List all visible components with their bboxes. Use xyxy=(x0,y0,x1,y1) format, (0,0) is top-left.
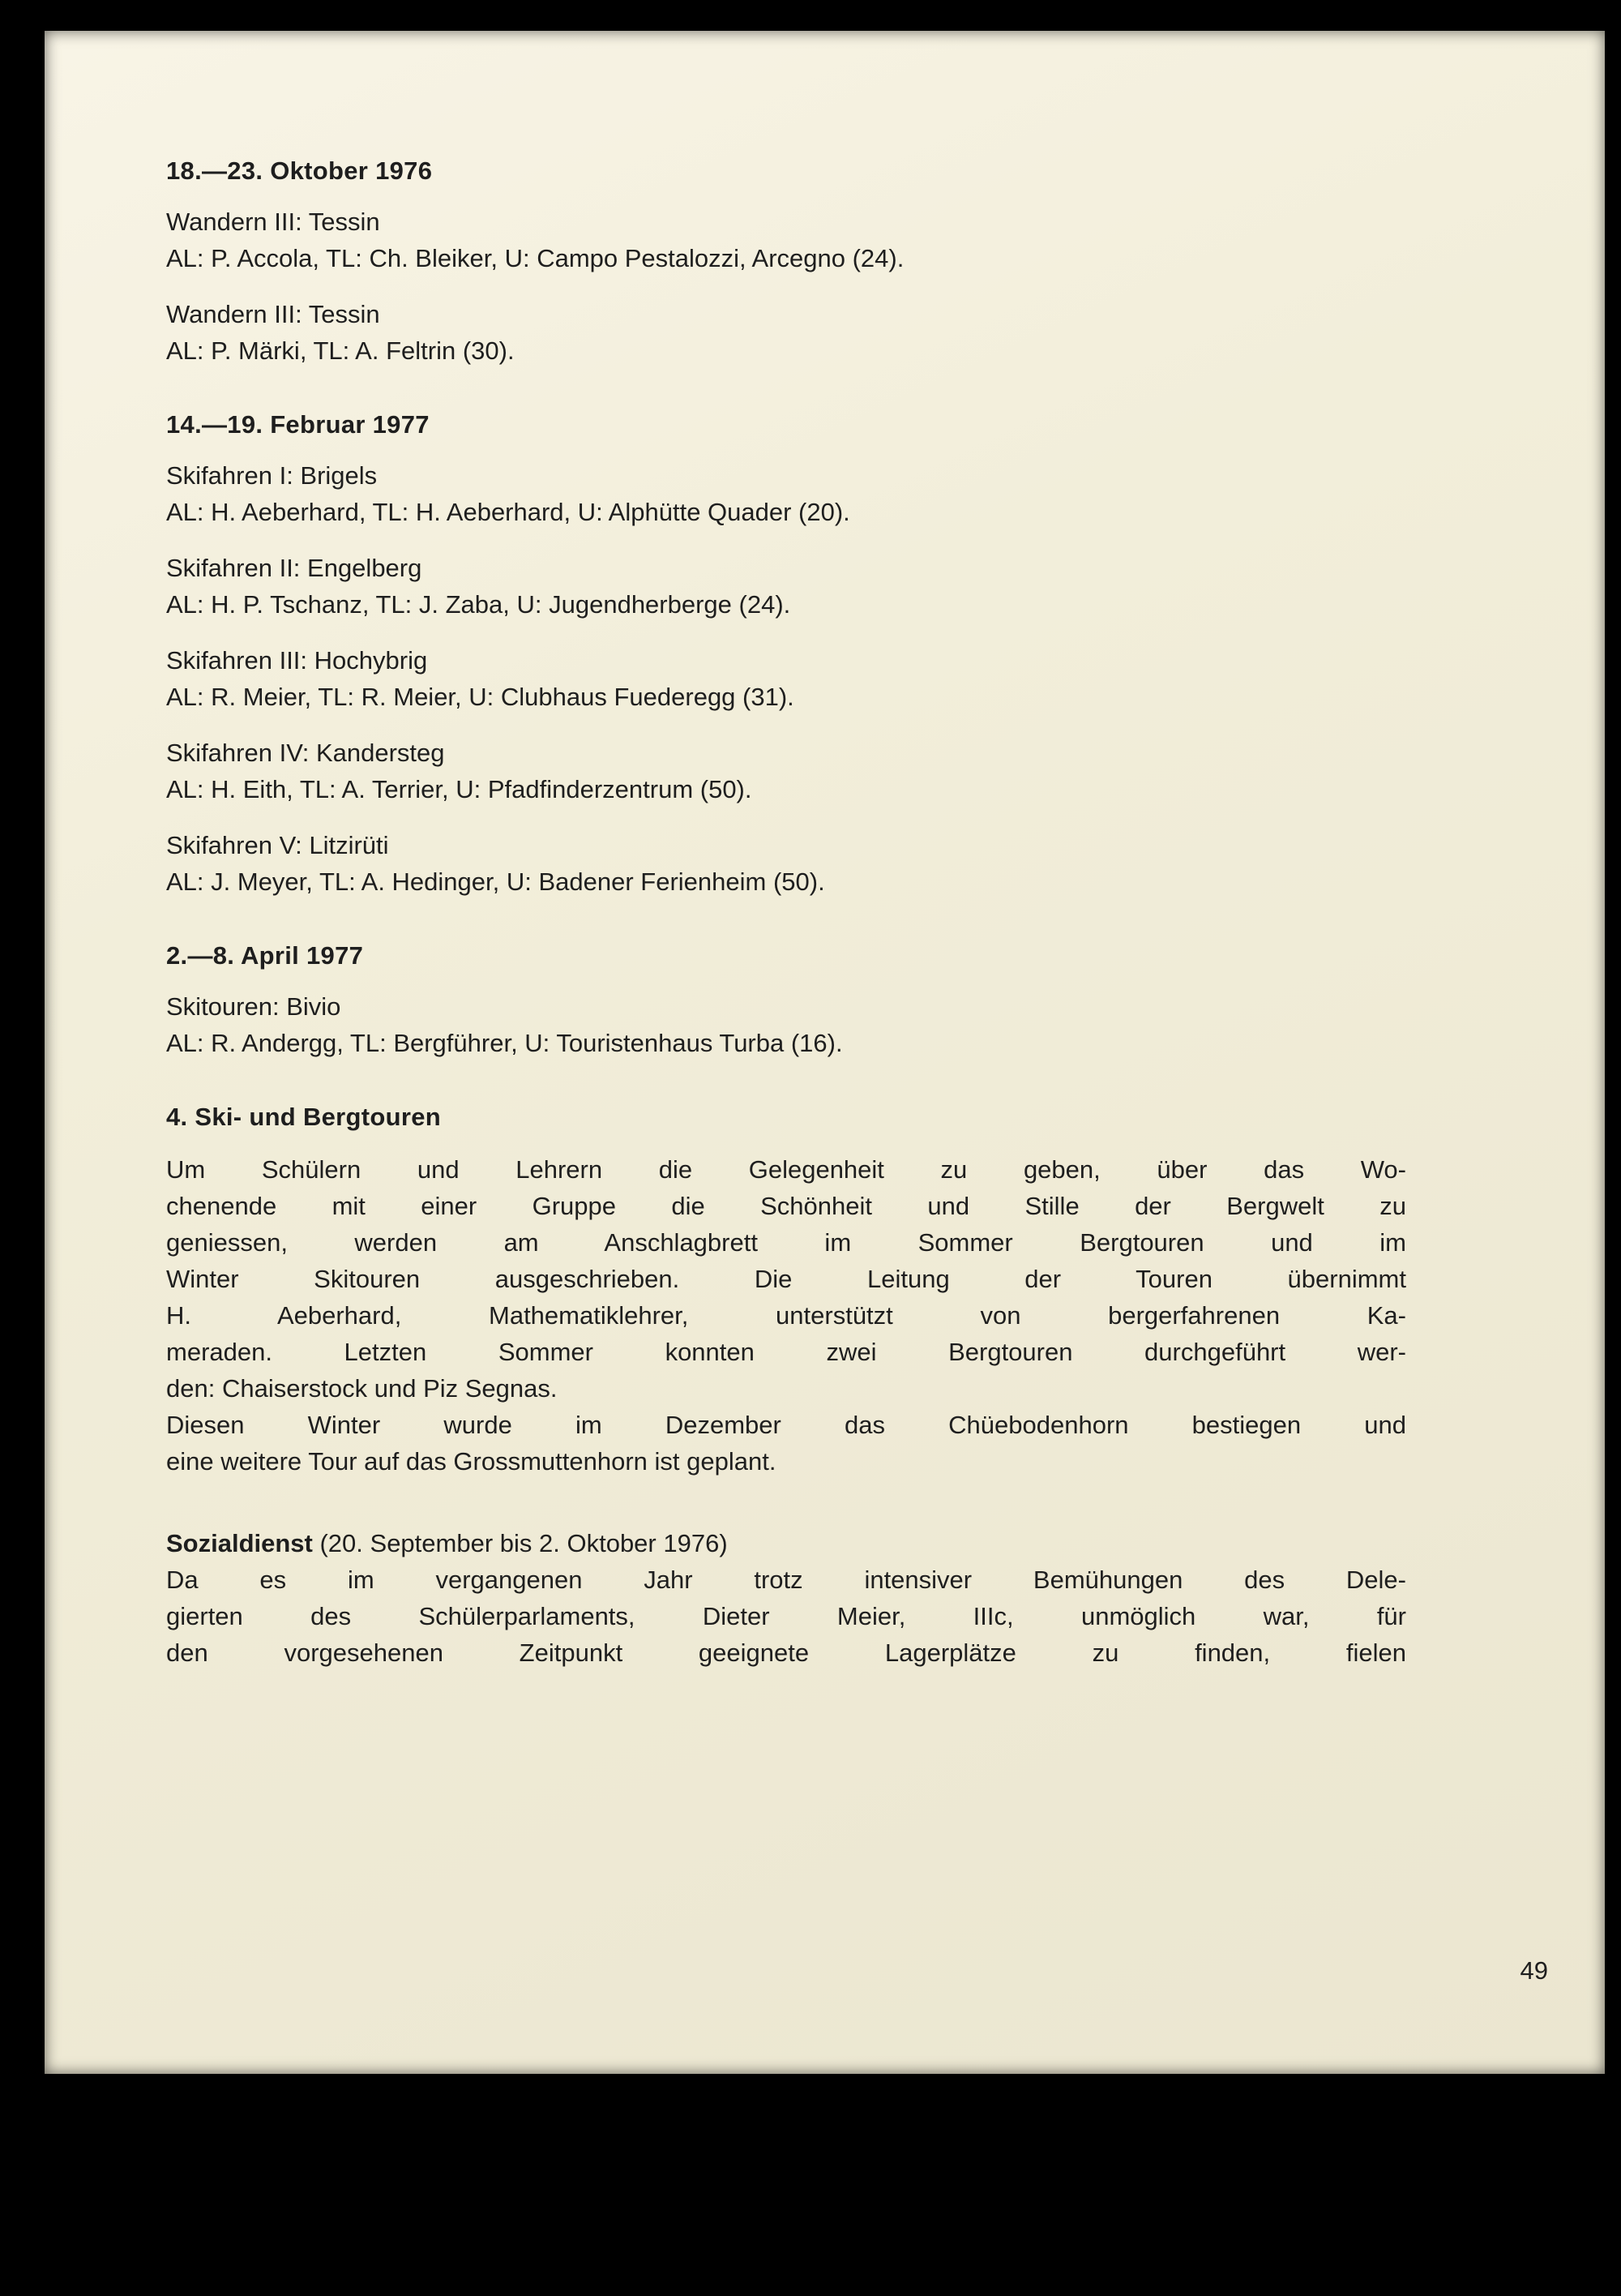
entry-detail: AL: J. Meyer, TL: A. Hedinger, U: Badener Ferienheim (50). xyxy=(166,867,825,896)
section-sozialdienst xyxy=(166,1525,1406,1671)
entry-title: Wandern III: Tessin xyxy=(166,300,380,328)
date-heading: 18.—23. Oktober 1976 xyxy=(166,156,433,185)
entry-title: Skifahren III: Hochybrig xyxy=(166,646,428,675)
text-line: Winter Skitouren ausgeschrieben. Die Leitung der Touren übernimmt xyxy=(166,1265,1406,1293)
entry-detail: AL: R. Andergg, TL: Bergführer, U: Touristenhaus Turba (16). xyxy=(166,1029,843,1057)
event-group xyxy=(166,152,1406,369)
page-number: 49 xyxy=(1520,1956,1548,1985)
scanned-page xyxy=(45,31,1605,2074)
text-line: geniessen, werden am Anschlagbrett im Sommer Bergtouren und im xyxy=(166,1228,1406,1257)
section-heading: 4. Ski- und Bergtouren xyxy=(166,1103,442,1131)
text-line: meraden. Letzten Sommer konnten zwei Bergtouren durchgeführt wer- xyxy=(166,1338,1406,1366)
date-heading: 2.—8. April 1977 xyxy=(166,941,364,970)
date-heading: 14.—19. Februar 1977 xyxy=(166,410,430,439)
event-entry xyxy=(166,296,1406,369)
event-group xyxy=(166,406,1406,900)
text-line: Um Schülern und Lehrern die Gelegenheit zu geben, über das Wo- xyxy=(166,1155,1406,1184)
entry-title: Skifahren V: Litzirüti xyxy=(166,831,389,859)
text-line: chenende mit einer Gruppe die Schönheit und Stille der Bergwelt zu xyxy=(166,1192,1406,1220)
entry-detail: AL: P. Accola, TL: Ch. Bleiker, U: Campo Pestalozzi, Arcegno (24). xyxy=(166,244,905,272)
event-group xyxy=(166,937,1406,1061)
entry-detail: AL: H. Aeberhard, TL: H. Aeberhard, U: Alphütte Quader (20). xyxy=(166,498,850,526)
entry-title: Skifahren I: Brigels xyxy=(166,461,378,490)
entry-detail: AL: P. Märki, TL: A. Feltrin (30). xyxy=(166,336,515,365)
entry-detail: AL: H. P. Tschanz, TL: J. Zaba, U: Jugendherberge (24). xyxy=(166,590,791,619)
section-ski-und-bergtouren xyxy=(166,1099,1406,1480)
event-schedule xyxy=(166,152,1406,1061)
event-entry xyxy=(166,550,1406,623)
text-line: den vorgesehenen Zeitpunkt geeignete Lagerplätze zu finden, fielen xyxy=(166,1638,1406,1667)
event-entry xyxy=(166,827,1406,900)
paragraph xyxy=(166,1407,1406,1480)
page-content xyxy=(166,152,1406,1671)
entry-title: Skifahren IV: Kandersteg xyxy=(166,739,445,767)
text-line: Diesen Winter wurde im Dezember das Chüebodenhorn bestiegen und xyxy=(166,1411,1406,1439)
entry-title: Skifahren II: Engelberg xyxy=(166,554,422,582)
event-entry xyxy=(166,988,1406,1061)
sozialdienst-heading-line xyxy=(166,1525,1406,1561)
text-line: H. Aeberhard, Mathematiklehrer, unterstützt von bergerfahrenen Ka- xyxy=(166,1301,1406,1330)
sozialdienst-date-range: (20. September bis 2. Oktober 1976) xyxy=(312,1529,728,1557)
event-entry xyxy=(166,203,1406,276)
entry-title: Wandern III: Tessin xyxy=(166,208,380,236)
entry-title: Skitouren: Bivio xyxy=(166,992,341,1021)
entry-detail: AL: H. Eith, TL: A. Terrier, U: Pfadfinderzentrum (50). xyxy=(166,775,752,803)
sozialdienst-body xyxy=(166,1561,1406,1671)
paragraph xyxy=(166,1151,1406,1407)
text-line: Da es im vergangenen Jahr trotz intensiver Bemühungen des Dele- xyxy=(166,1566,1406,1594)
event-entry xyxy=(166,457,1406,530)
sozialdienst-label: Sozialdienst xyxy=(166,1529,313,1557)
text-line: gierten des Schülerparlaments, Dieter Meier, IIIc, unmöglich war, für xyxy=(166,1602,1406,1630)
event-entry xyxy=(166,735,1406,807)
entry-detail: AL: R. Meier, TL: R. Meier, U: Clubhaus Fuederegg (31). xyxy=(166,683,794,711)
text-line: den: Chaiserstock und Piz Segnas. xyxy=(166,1374,558,1403)
section-body xyxy=(166,1151,1406,1480)
text-line: eine weitere Tour auf das Grossmuttenhorn ist geplant. xyxy=(166,1447,776,1476)
event-entry xyxy=(166,642,1406,715)
